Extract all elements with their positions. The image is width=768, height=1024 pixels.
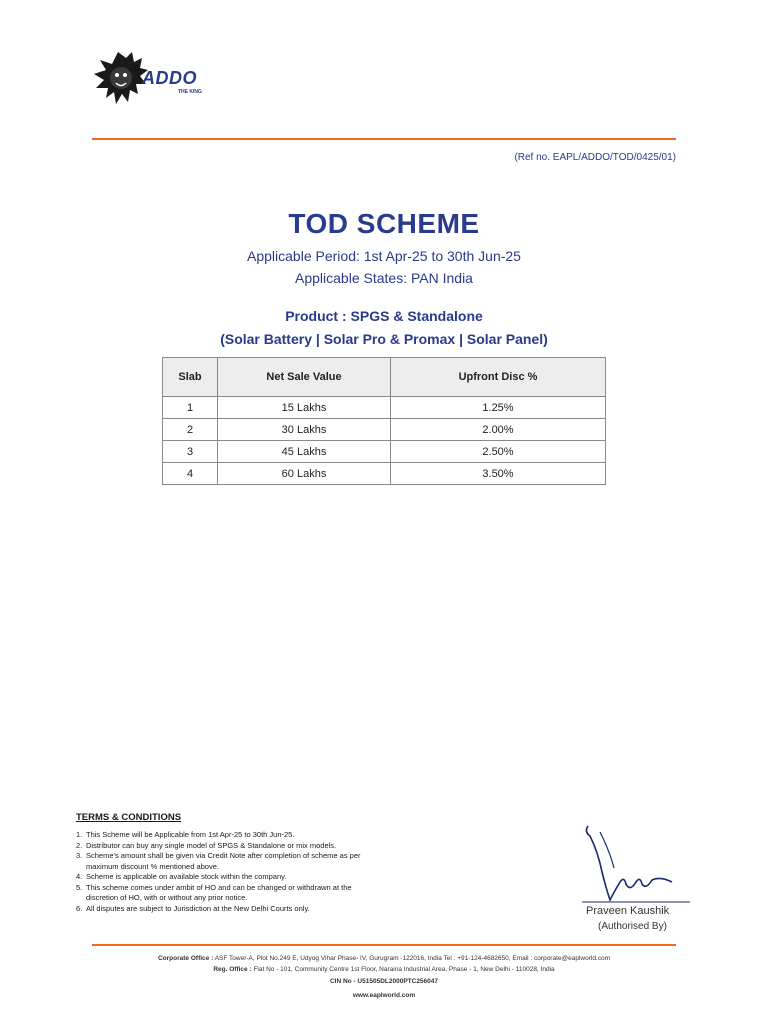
registered-office-line (0, 966, 768, 973)
handwritten-signature (580, 822, 690, 912)
header-net-sale-value: Net Sale Value (218, 358, 391, 397)
website-link[interactable]: www.eaplworld.com (352, 992, 416, 999)
table-row (163, 397, 606, 419)
applicable-states: Applicable States: PAN India (295, 270, 473, 286)
list-item (76, 830, 436, 841)
cell-net-sale-value: 15 Lakhs (218, 397, 391, 419)
corporate-office-line (0, 955, 768, 962)
term-text-continued: discretion of HO, with or without any prior notice. (86, 893, 248, 902)
term-text: Scheme is applicable on available stock within the company. (86, 872, 287, 881)
term-number: 2. (76, 840, 83, 850)
term-text: Scheme's amount shall be given via Credit Note after completion of scheme as per (86, 851, 361, 860)
list-item (76, 872, 436, 883)
header-divider (92, 138, 676, 140)
term-text-continued: maximum discount % mentioned above. (86, 861, 219, 871)
document-title: TOD SCHEME (288, 208, 480, 239)
signatory-name: Praveen Kaushik (586, 905, 670, 917)
term-text: Distributor can buy any single model of SPGS & Standalone or mix models. (86, 840, 337, 850)
terms-list (76, 830, 436, 914)
reference-number: (Ref no. EAPL/ADDO/TOD/0425/01) (514, 152, 676, 163)
product-sublist: (Solar Battery | Solar Pro & Promax | Solar Panel) (220, 331, 548, 347)
cell-slab: 2 (163, 419, 218, 441)
registered-office-address: Flat No - 101, Community Centre 1st Floor, Naraina Industrial Area, Phase - 1, New Delhi - 110028, India (253, 966, 555, 973)
list-item (76, 841, 436, 852)
cell-net-sale-value: 60 Lakhs (218, 463, 391, 485)
signatory-role: (Authorised By) (598, 921, 667, 932)
term-text: This scheme comes under ambit of HO and can be changed or withdrawn at the (86, 882, 352, 892)
term-number: 1. (76, 830, 83, 839)
cell-slab: 3 (163, 441, 218, 463)
logo-tagline: THE KING (178, 89, 202, 95)
cell-net-sale-value: 30 Lakhs (218, 419, 391, 441)
term-number: 5. (76, 882, 83, 892)
term-number: 6. (76, 903, 83, 913)
corporate-office-address: ASF Tower-A, Plot No.249 E, Udyog Vihar Phase- IV, Gurugram -122016, India Tel : +91-124-4682650, Email : corporate@eaplworld.com (214, 955, 611, 962)
cell-upfront-disc: 1.25% (391, 397, 606, 419)
term-text: All disputes are subject to Jurisdiction at the New Delhi Courts only. (86, 903, 310, 913)
terms-heading: TERMS & CONDITIONS (76, 812, 182, 823)
cin-number: CIN No - U51505DL2000PTC256047 (329, 978, 439, 985)
product-line: Product : SPGS & Standalone (285, 308, 483, 324)
logo-brand-text: ADDO (142, 68, 197, 88)
cell-slab: 4 (163, 463, 218, 485)
table-row (163, 463, 606, 485)
cell-net-sale-value: 45 Lakhs (218, 441, 391, 463)
registered-office-label: Reg. Office : (213, 966, 252, 973)
footer-divider (92, 944, 676, 946)
corporate-office-label: Corporate Office : (157, 955, 214, 962)
term-number: 4. (76, 872, 83, 881)
term-text: This Scheme will be Applicable from 1st Apr-25 to 30th Jun-25. (86, 830, 295, 839)
list-item (76, 883, 436, 904)
table-row (163, 419, 606, 441)
applicable-period: Applicable Period: 1st Apr-25 to 30th Jun-25 (247, 248, 521, 264)
cell-upfront-disc: 2.50% (391, 441, 606, 463)
cell-upfront-disc: 3.50% (391, 463, 606, 485)
cell-slab: 1 (163, 397, 218, 419)
scheme-table (162, 357, 606, 485)
cell-upfront-disc: 2.00% (391, 419, 606, 441)
header-slab: Slab (163, 358, 218, 397)
header-upfront-disc: Upfront Disc % (391, 358, 606, 397)
term-number: 3. (76, 851, 83, 860)
table-row (163, 441, 606, 463)
table-header-row (163, 358, 606, 397)
list-item (76, 851, 436, 872)
list-item (76, 904, 436, 915)
